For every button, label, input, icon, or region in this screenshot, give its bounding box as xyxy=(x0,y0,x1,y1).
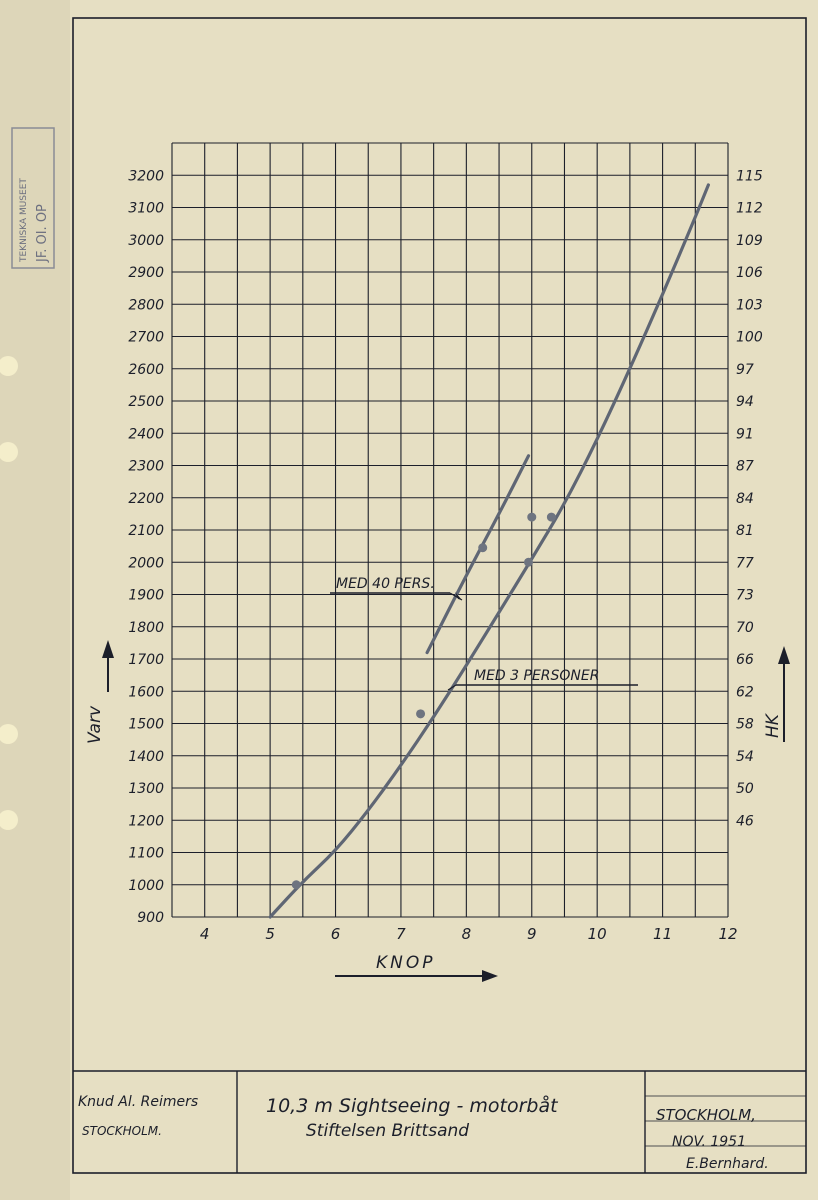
y-left-tick-label: 2500 xyxy=(128,394,164,410)
y-right-tick-label: 91 xyxy=(736,426,754,443)
paper-margin xyxy=(0,0,70,1200)
date: NOV. 1951 xyxy=(672,1134,746,1150)
measured-point xyxy=(524,558,533,567)
y-left-tick-label: 1200 xyxy=(128,813,164,830)
y-left-tick-label: 1300 xyxy=(128,781,164,797)
designer-name: Knud Al. Reimers xyxy=(78,1094,199,1110)
measured-point xyxy=(416,709,425,718)
x-tick-label: 6 xyxy=(330,925,341,943)
y-right-tick-label: 84 xyxy=(736,490,754,507)
y-left-tick-label: 1900 xyxy=(128,587,164,604)
annotation-med3-label: MED 3 PERSONER xyxy=(474,668,600,684)
y-right-tick-label: 94 xyxy=(736,394,754,410)
y-left-tick-label: 1100 xyxy=(128,845,164,862)
y-left-tick-label: 1500 xyxy=(128,716,164,733)
drawing-subtitle: Stiftelsen Brittsand xyxy=(306,1121,470,1141)
y-left-tick-label: 3000 xyxy=(128,232,164,249)
measured-point xyxy=(292,880,301,889)
y-left-tick-label: 2800 xyxy=(128,297,164,314)
y-left-tick-label: 1700 xyxy=(128,652,164,668)
y-left-tick-label: 2400 xyxy=(128,426,164,443)
y-right-tick-label: 50 xyxy=(736,781,754,797)
y-right-tick-label: 54 xyxy=(736,748,754,765)
y-left-tick-label: 2900 xyxy=(128,265,164,281)
x-tick-label: 12 xyxy=(718,925,738,943)
y-left-tick-label: 3100 xyxy=(128,200,164,217)
y-left-tick-label: 1400 xyxy=(128,748,164,765)
y-right-tick-label: 115 xyxy=(736,168,763,185)
stamp-text-1: TEKNISKA MUSEET xyxy=(19,178,29,262)
y-left-tick-label: 1600 xyxy=(128,684,164,701)
y-left-tick-label: 2700 xyxy=(128,329,164,346)
stamp-text-2: JF. OI. OP xyxy=(35,204,50,262)
measured-point xyxy=(547,513,556,522)
y-left-tick-label: 1800 xyxy=(128,619,164,636)
y-right-tick-label: 103 xyxy=(736,297,763,314)
y-right-tick-label: 66 xyxy=(736,652,754,668)
measured-point xyxy=(527,513,536,522)
y-right-tick-label: 58 xyxy=(736,716,754,733)
drawing-title: 10,3 m Sightseeing - motorbåt xyxy=(266,1095,558,1117)
annotation-med40-label: MED 40 PERS. xyxy=(336,576,435,592)
y-right-tick-label: 62 xyxy=(736,684,754,701)
signature: E.Bernhard. xyxy=(686,1156,769,1172)
y-left-tick-label: 900 xyxy=(137,910,164,926)
y-left-tick-label: 1000 xyxy=(128,877,164,894)
y-left-tick-label: 2300 xyxy=(128,458,164,475)
x-axis-title: KNOP xyxy=(376,953,436,973)
y-right-tick-label: 70 xyxy=(736,619,754,636)
x-tick-label: 7 xyxy=(396,925,406,943)
place: STOCKHOLM, xyxy=(656,1106,756,1124)
x-tick-label: 9 xyxy=(526,925,537,943)
y-right-tick-label: 77 xyxy=(736,555,754,572)
x-tick-label: 4 xyxy=(199,925,210,943)
y-left-tick-label: 2200 xyxy=(128,490,164,507)
y-right-tick-label: 46 xyxy=(736,813,754,830)
y-right-tick-label: 112 xyxy=(736,200,763,217)
y-left-tick-label: 2600 xyxy=(128,361,164,378)
x-tick-label: 8 xyxy=(461,925,472,943)
y-right-tick-label: 109 xyxy=(736,232,763,249)
x-tick-label: 11 xyxy=(653,925,673,943)
measured-point xyxy=(478,543,487,552)
y-axis-right-title: HK xyxy=(763,714,783,738)
y-right-tick-label: 106 xyxy=(736,265,763,281)
y-left-tick-label: 2100 xyxy=(128,523,164,539)
y-right-tick-label: 97 xyxy=(736,361,754,378)
y-right-tick-label: 100 xyxy=(736,329,763,346)
y-right-tick-label: 73 xyxy=(736,587,754,604)
x-tick-label: 10 xyxy=(587,925,607,943)
y-right-tick-label: 87 xyxy=(736,458,754,475)
y-left-tick-label: 2000 xyxy=(128,555,164,572)
y-left-tick-label: 3200 xyxy=(128,168,164,185)
y-right-tick-label: 81 xyxy=(736,523,754,539)
y-axis-left-title: Varv xyxy=(85,705,105,744)
designer-city: STOCKHOLM. xyxy=(82,1124,162,1138)
x-tick-label: 5 xyxy=(265,925,275,943)
